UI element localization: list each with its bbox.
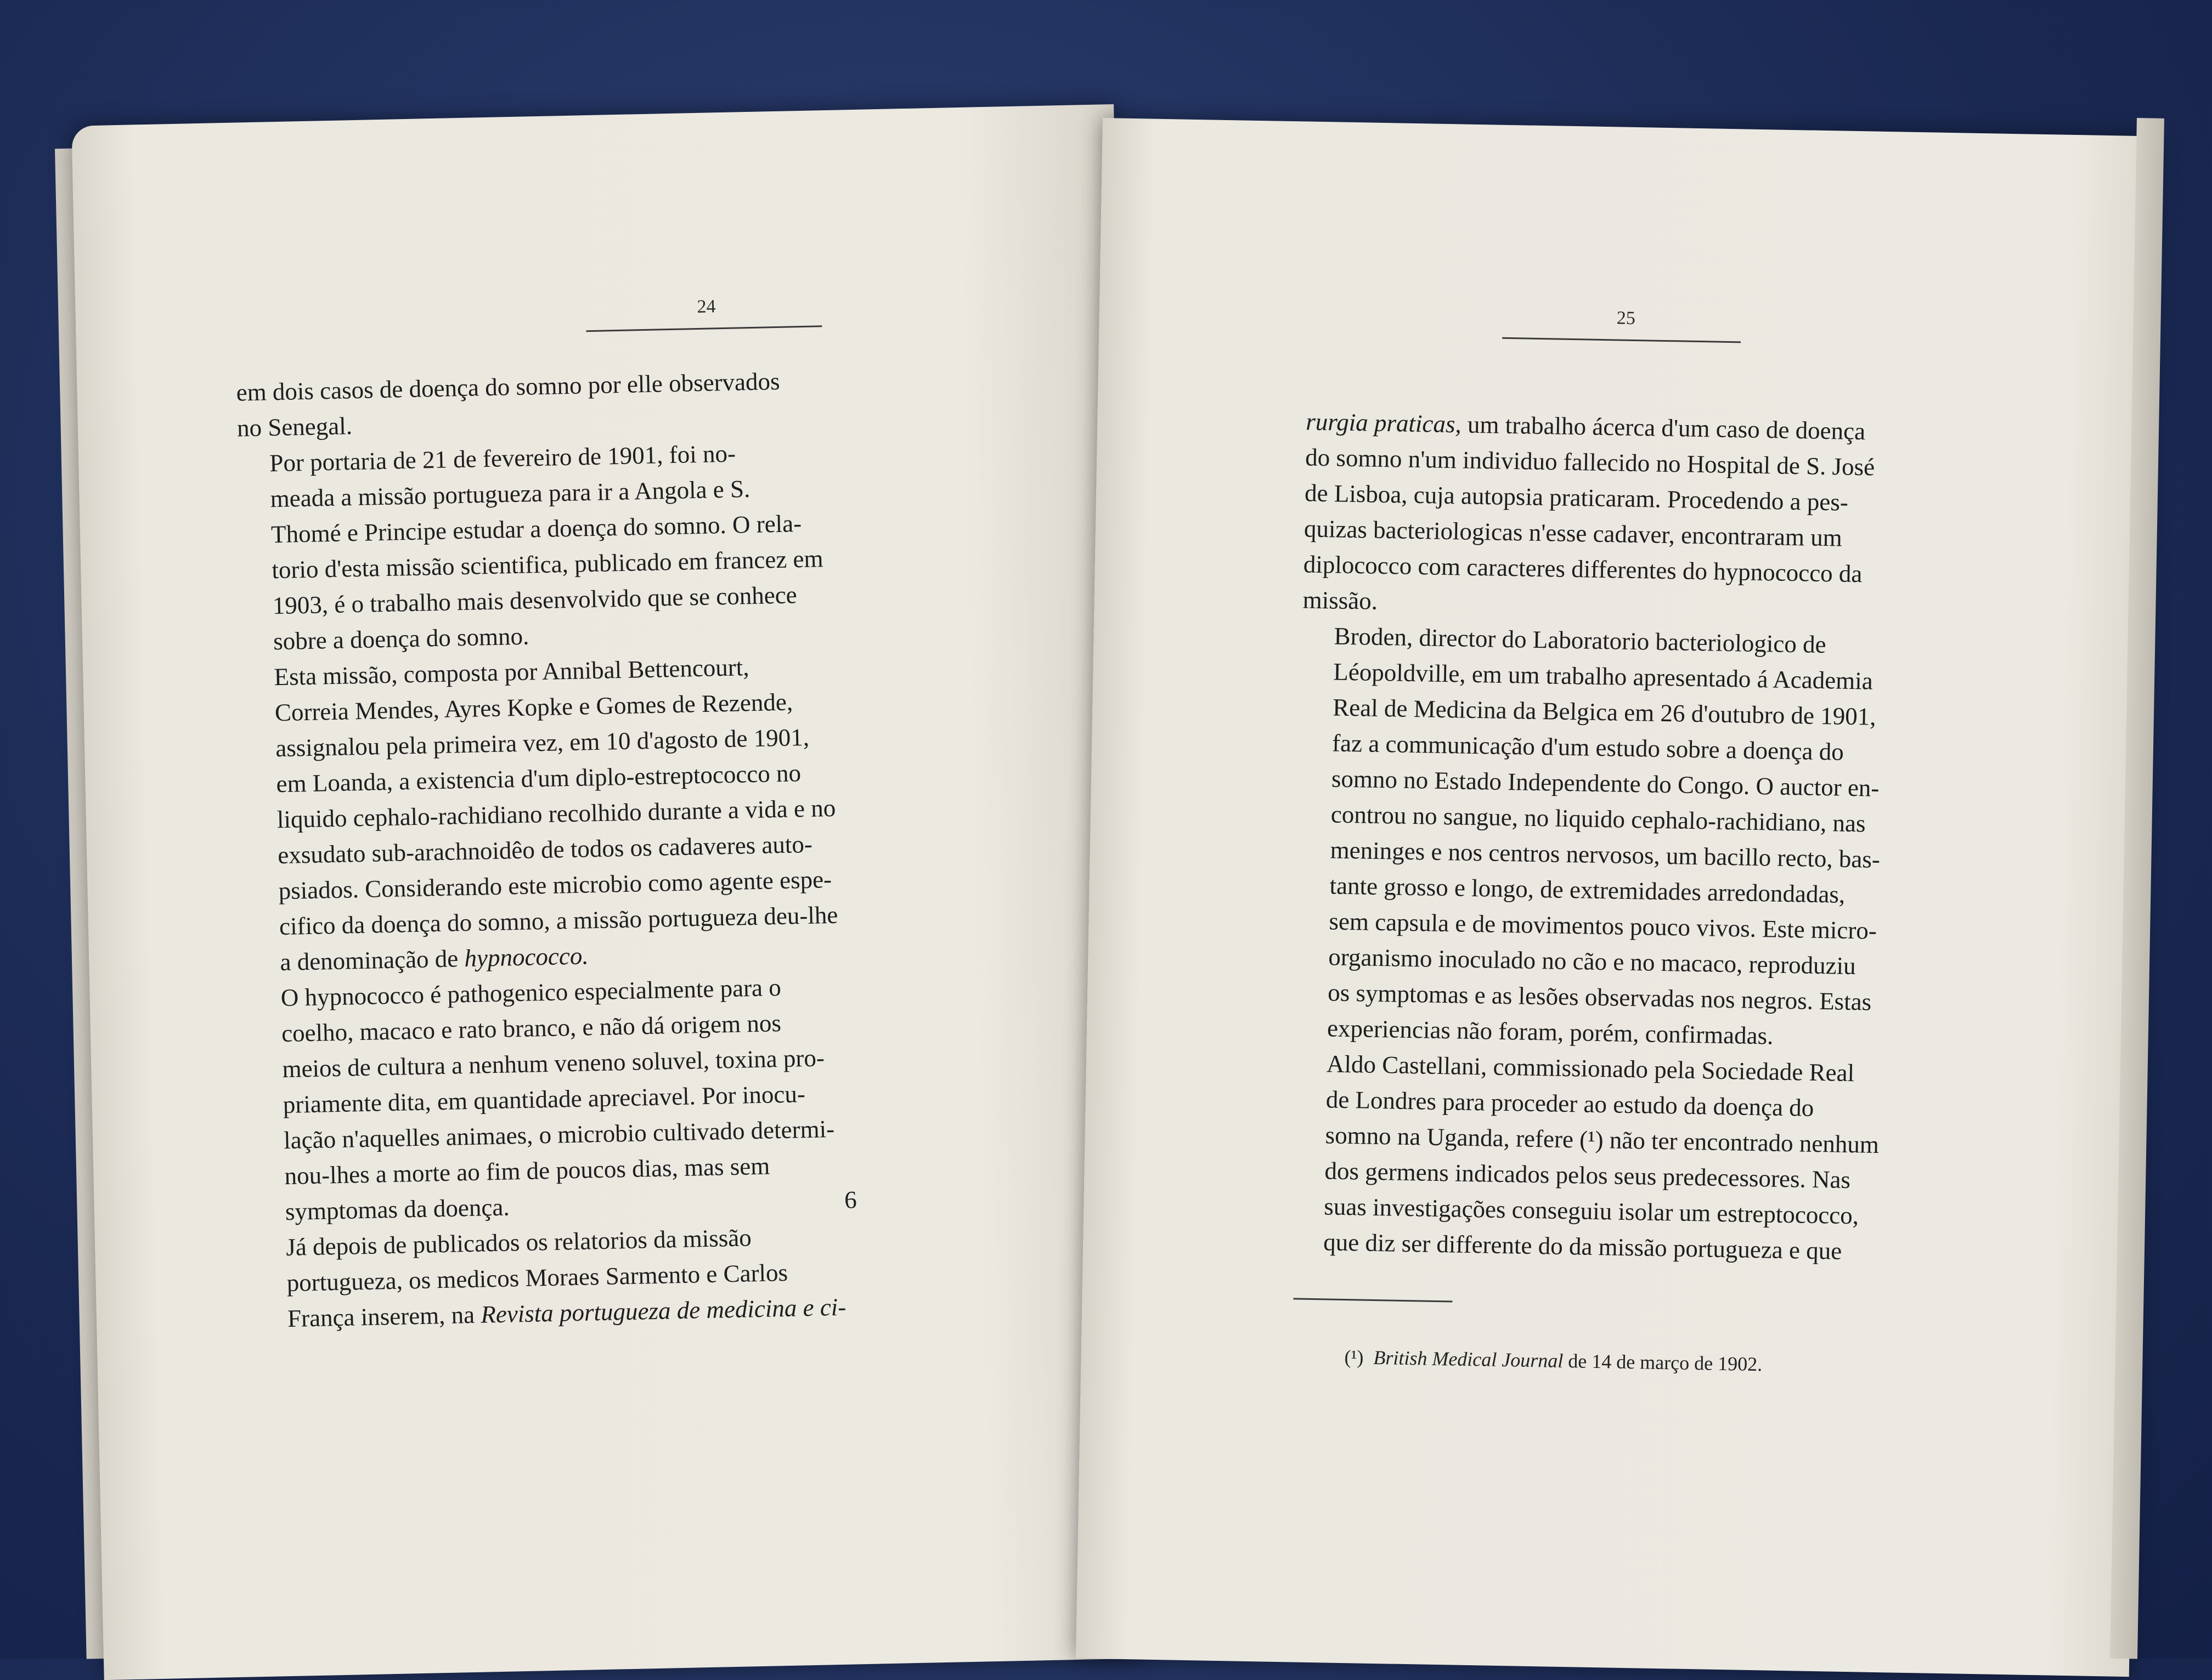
text-line: Broden, director do Laboratorio bacteriologico de [1334, 622, 1827, 659]
text-line: meios de cultura a nenhum veneno soluvel, toxina pro- [281, 1044, 825, 1083]
footnote-rule [1293, 1298, 1452, 1302]
text-line: 1903, é o trabalho mais desenvolvido que se conhece [272, 581, 798, 620]
text-line: controu no sangue, no liquido cephalo-rachidiano, nas [1330, 800, 1866, 838]
text-line: symptomas da doença. [285, 1193, 510, 1226]
text-line: diplococco com caracteres differentes do hypnococco da [1303, 550, 1863, 588]
left-page-text [236, 363, 860, 1338]
text-line: Thomé e Principe estudar a doença do somno. O rela- [270, 510, 802, 548]
text-line: dos germens indicados pelos seus predecessores. Nas [1324, 1157, 1851, 1194]
left-page [71, 104, 1146, 1680]
text-line: Correia Mendes, Ayres Kopke e Gomes de Rezende, [274, 688, 793, 727]
text-line: em Loanda, a existencia d'um diplo-estreptococco no [276, 759, 802, 798]
text-line: Esta missão, composta por Annibal Bettencourt, [274, 653, 749, 691]
italic-term: hypnococco. [464, 942, 589, 972]
text-line: meninges e nos centros nervosos, um bacillo recto, bas- [1330, 836, 1881, 873]
footnote-marker: (¹) [1344, 1346, 1364, 1368]
text-line: Por portaria de 21 de fevereiro de 1901, foi no- [269, 439, 736, 477]
text-line: no Senegal. [236, 412, 353, 442]
text-line: meada a missão portugueza para ir a Angola e S. [270, 475, 751, 513]
text-line: assignalou pela primeira vez, em 10 d'agosto de 1901, [275, 723, 810, 762]
right-header-rule [1502, 337, 1741, 343]
left-page-number: 24 [697, 296, 716, 317]
marginal-reference: 6 [844, 1186, 857, 1214]
text-line: portugueza, os medicos Moraes Sarmento e Carlos [286, 1258, 788, 1297]
text-line: de Londres para proceder ao estudo da doença do [1325, 1085, 1814, 1122]
text-line: sobre a doença do somno. [273, 622, 529, 655]
text-line: missão. [1302, 586, 1378, 615]
text-line: psiados. Considerando este microbio como agente espe- [278, 866, 832, 905]
text-line: Já depois de publicados os relatorios da missão [285, 1224, 752, 1262]
footnote-text: de 14 de março de 1902. [1562, 1349, 1763, 1376]
text-line: Real de Medicina da Belgica em 26 d'outubro de 1901, [1332, 693, 1876, 731]
text-line: em dois casos de doença do somno por elle observados [236, 367, 780, 406]
text-line: organismo inoculado no cão e no macaco, reproduziu [1328, 943, 1857, 980]
right-page [1076, 118, 2156, 1677]
text-line: somno no Estado Independente do Congo. O auctor en- [1331, 765, 1880, 802]
text-line: Aldo Castellani, commissionado pela Sociedade Real [1326, 1050, 1855, 1087]
left-header-rule [586, 325, 822, 332]
right-page-text [1291, 404, 1948, 1271]
text-line: experiencias não foram, porém, confirmadas. [1327, 1014, 1774, 1050]
text-line: faz a communicação d'um estudo sobre a doença do [1331, 729, 1844, 766]
text-line: lação n'aquelles animaes, o microbio cultivado determi- [283, 1115, 835, 1155]
text-line: exsudato sub-arachnoidêo de todos os cadaveres auto- [277, 830, 813, 869]
text-line: França inserem, na [287, 1300, 481, 1333]
text-line: a denominação de [279, 944, 465, 976]
text-line: nou-lhes a morte ao fim de poucos dias, mas sem [284, 1152, 770, 1190]
text-line: coelho, macaco e rato branco, e não dá origem nos [281, 1009, 782, 1048]
text-line: cifico da doença do somno, a missão portugueza deu-lhe [279, 901, 838, 941]
italic-journal: Revista portugueza de medicina e ci- [480, 1293, 847, 1328]
right-page-number: 25 [1616, 308, 1636, 329]
text-line: do somno n'um individuo fallecido no Hospital de S. José [1305, 443, 1875, 481]
text-line: O hypnococco é pathogenico especialmente para o [280, 974, 782, 1012]
text-line: tante grosso e longo, de extremidades arredondadas, [1329, 872, 1846, 908]
text-line: que diz ser differente do da missão portugueza e que [1323, 1228, 1842, 1265]
text-line: os symptomas e as lesões observadas nos negros. Estas [1327, 978, 1872, 1016]
text-line: suas investigações conseguiu isolar um estreptococco, [1323, 1192, 1859, 1230]
footnote [1344, 1345, 1762, 1376]
text-line: um trabalho ácerca d'um caso de doença [1461, 410, 1866, 445]
text-line: sem capsula e de movimentos pouco vivos. Este micro- [1329, 907, 1877, 944]
text-line: Léopoldville, em um trabalho apresentado á Academia [1333, 658, 1874, 695]
text-line: somno na Uganda, refere (¹) não ter encontrado nenhum [1325, 1121, 1880, 1158]
text-line: priamente dita, em quantidade apreciavel. Por inocu- [283, 1080, 806, 1119]
text-line: de Lisboa, cuja autopsia praticaram. Procedendo a pes- [1304, 479, 1849, 516]
text-line: torio d'esta missão scientifica, publicado em francez em [271, 545, 823, 584]
text-line: quizas bacteriologicas n'esse cadaver, encontraram um [1304, 514, 1843, 552]
text-line: liquido cephalo-rachidiano recolhido durante a vida e no [276, 794, 836, 834]
footnote-journal: British Medical Journal [1373, 1346, 1564, 1372]
italic-journal: rurgia praticas, [1305, 408, 1462, 438]
